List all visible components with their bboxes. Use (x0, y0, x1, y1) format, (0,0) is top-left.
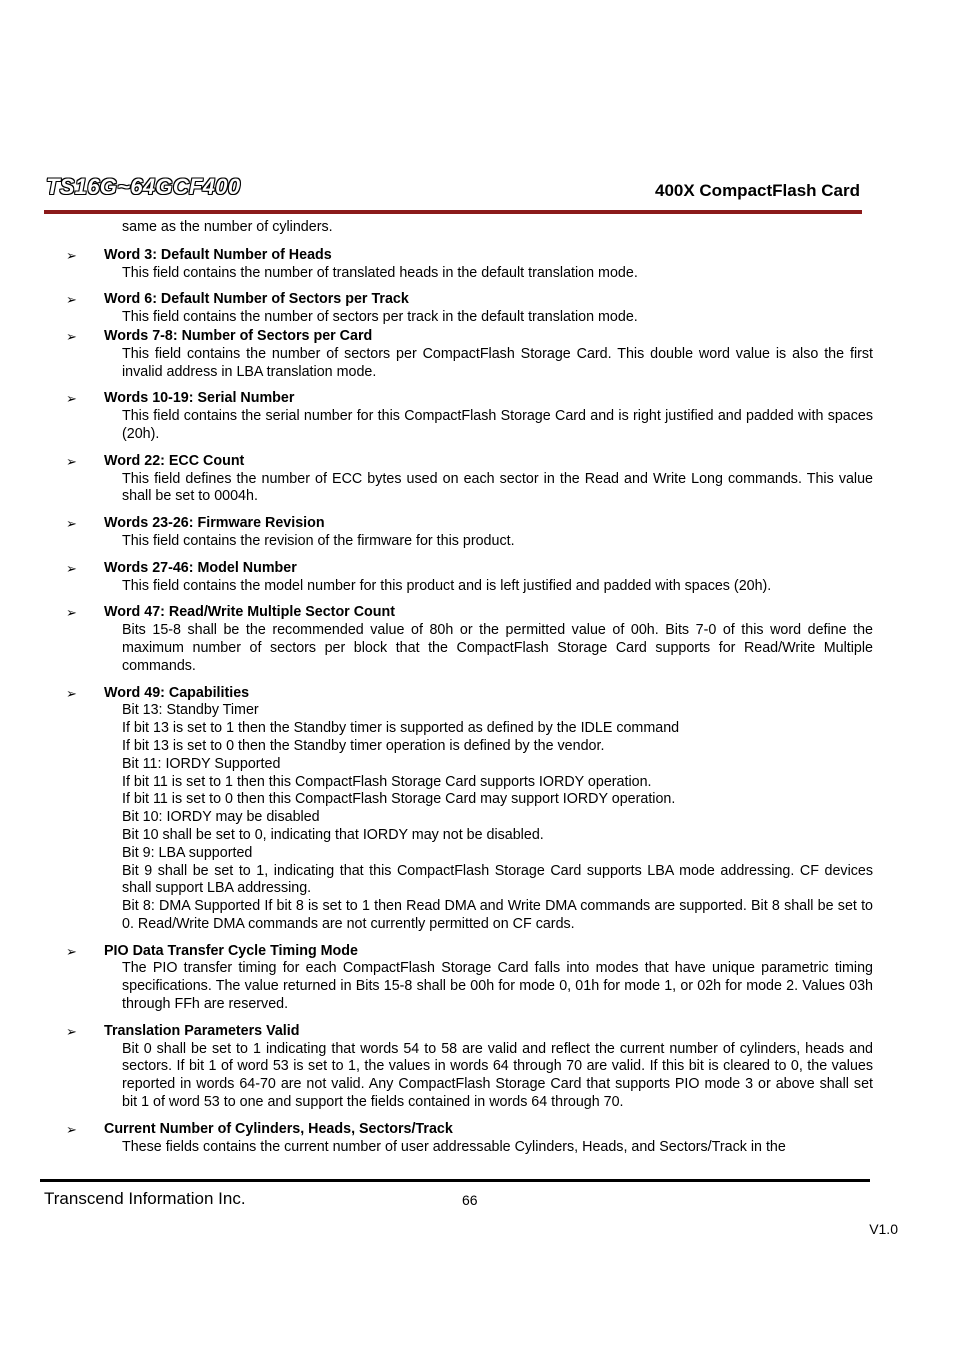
arrow-bullet-icon: ➢ (66, 1023, 77, 1039)
item-body-line: These fields contains the current number of user addressable Cylinders, Heads, and Sectors/Track in the (122, 1138, 786, 1155)
arrow-bullet-icon: ➢ (66, 292, 77, 308)
item-title: Words 27-46: Model Number (104, 559, 297, 576)
list-item (62, 943, 873, 1014)
item-title: Word 49: Capabilities (104, 684, 250, 701)
item-title: Word 22: ECC Count (104, 452, 245, 469)
arrow-bullet-icon: ➢ (66, 685, 77, 701)
footer-version: V1.0 (869, 1221, 898, 1237)
list-item (62, 560, 873, 596)
list-item (62, 1121, 873, 1157)
item-body (122, 265, 873, 283)
item-body-line: This field contains the model number for this product and is left justified and padded with spaces (20h). (122, 577, 772, 594)
item-body (122, 1139, 873, 1157)
continuation-text: same as the number of cylinders. (122, 219, 333, 235)
item-body-line: Bits 15-8 shall be the recommended value of 80h or the permitted value of 00h. Bits 7-0 of this word define the maximum number of sectors per block that the CompactFlash Storage Card supports for Read/Write Multiple commands. (122, 622, 873, 674)
item-body-line: This field contains the number of sectors per CompactFlash Storage Card. This double word value is also the first invalid address in LBA translation mode. (122, 345, 873, 380)
arrow-bullet-icon: ➢ (66, 605, 77, 621)
item-body (122, 622, 873, 675)
item-body-line: Bit 0 shall be set to 1 indicating that words 54 to 58 are valid and reflect the current number of cylinders, heads and sectors. If bit 1 of word 53 is set to 1, the values in words 64 through 70 are valid. If this bit is cleared to 0, the values reported in words 64-70 are not valid. Any CompactFlash Storage Card that supports PIO mode 3 or above shall set bit 1 of word 53 to one and support the fields contained in words 64 through 70. (122, 1040, 873, 1111)
item-title: Words 23-26: Firmware Revision (104, 515, 325, 532)
item-body-line: This field contains the revision of the firmware for this product. (122, 532, 515, 549)
list-item (62, 604, 873, 675)
item-body-line: Bit 11: IORDY Supported (122, 755, 281, 772)
item-body-line: Bit 13: Standby Timer (122, 702, 259, 719)
list-item (62, 515, 873, 551)
header-model-title: TS16G~64GCF400 (46, 174, 241, 199)
item-title: Words 7-8: Number of Sectors per Card (104, 327, 373, 344)
definition-list (62, 247, 873, 1157)
arrow-bullet-icon: ➢ (66, 1121, 77, 1137)
header-product-title: 400X CompactFlash Card (654, 181, 860, 200)
item-body-line: This field defines the number of ECC bytes used on each sector in the Read and Write Long commands. This value shall be set to 0004h. (122, 470, 873, 505)
footer-page-number: 66 (462, 1192, 478, 1208)
list-item (62, 328, 873, 381)
item-body-line: Bit 8: DMA Supported If bit 8 is set to 1 then Read DMA and Write DMA commands are supported. Bit 8 shall be set to 0. Read/Write DMA commands are not currently permitted on CF cards. (122, 898, 873, 932)
item-body (122, 346, 873, 382)
item-title: Words 10-19: Serial Number (104, 390, 295, 407)
item-body-line: Bit 9 shall be set to 1, indicating that this CompactFlash Storage Card supports LBA mode addressing. CF devices shall support LBA addressing. (122, 862, 873, 897)
item-body (122, 702, 873, 933)
item-body-line: The PIO transfer timing for each CompactFlash Storage Card falls into modes that have unique parametric timing specifications. The value returned in Bits 15-8 shall be 00h for mode 0, 01h for mode 1, or 02h for mode 2. Values 03h through FFh are reserved. (122, 960, 873, 1013)
arrow-bullet-icon: ➢ (66, 516, 77, 532)
footer-company: Transcend Information Inc. (44, 1189, 246, 1208)
item-body-line: This field contains the number of sectors per track in the default translation mode. (122, 309, 638, 326)
item-body-line: If bit 11 is set to 1 then this CompactFlash Storage Card supports IORDY operation. (122, 773, 652, 790)
item-body (122, 309, 873, 327)
list-item (62, 1023, 873, 1112)
item-title: Word 3: Default Number of Heads (104, 246, 332, 263)
arrow-bullet-icon: ➢ (66, 328, 77, 344)
item-body (122, 960, 873, 1013)
item-body (122, 408, 873, 444)
item-title: Current Number of Cylinders, Heads, Sectors/Track (104, 1120, 453, 1137)
item-title: Translation Parameters Valid (104, 1022, 300, 1039)
item-body-line: This field contains the serial number for this CompactFlash Storage Card and is right justified and padded with spaces (20h). (122, 408, 873, 442)
item-body-line: This field contains the number of translated heads in the default translation mode. (122, 264, 638, 281)
arrow-bullet-icon: ➢ (66, 391, 77, 407)
list-item (62, 291, 873, 327)
list-item (62, 390, 873, 443)
arrow-bullet-icon: ➢ (66, 247, 77, 263)
list-item (62, 247, 873, 283)
list-item (62, 453, 873, 506)
item-body-line: Bit 10 shall be set to 0, indicating that IORDY may not be disabled. (122, 826, 544, 843)
item-body-line: Bit 10: IORDY may be disabled (122, 809, 320, 826)
header-rule (44, 210, 862, 214)
arrow-bullet-icon: ➢ (66, 453, 77, 469)
item-title: Word 6: Default Number of Sectors per Track (104, 291, 409, 308)
item-body-line: If bit 13 is set to 1 then the Standby timer is supported as defined by the IDLE command (122, 720, 680, 737)
arrow-bullet-icon: ➢ (66, 943, 77, 959)
item-body (122, 471, 873, 507)
item-body (122, 578, 873, 596)
item-title: PIO Data Transfer Cycle Timing Mode (104, 942, 358, 959)
page-content (62, 219, 873, 1165)
item-body-line: If bit 13 is set to 0 then the Standby timer operation is defined by the vendor. (122, 737, 605, 754)
item-body (122, 1041, 873, 1112)
item-body-line: If bit 11 is set to 0 then this CompactFlash Storage Card may support IORDY operation. (122, 791, 676, 808)
list-item (62, 685, 873, 934)
arrow-bullet-icon: ➢ (66, 560, 77, 576)
footer-rule (40, 1179, 870, 1182)
item-title: Word 47: Read/Write Multiple Sector Count (104, 604, 395, 621)
item-body (122, 533, 873, 551)
item-body-line: Bit 9: LBA supported (122, 844, 253, 861)
